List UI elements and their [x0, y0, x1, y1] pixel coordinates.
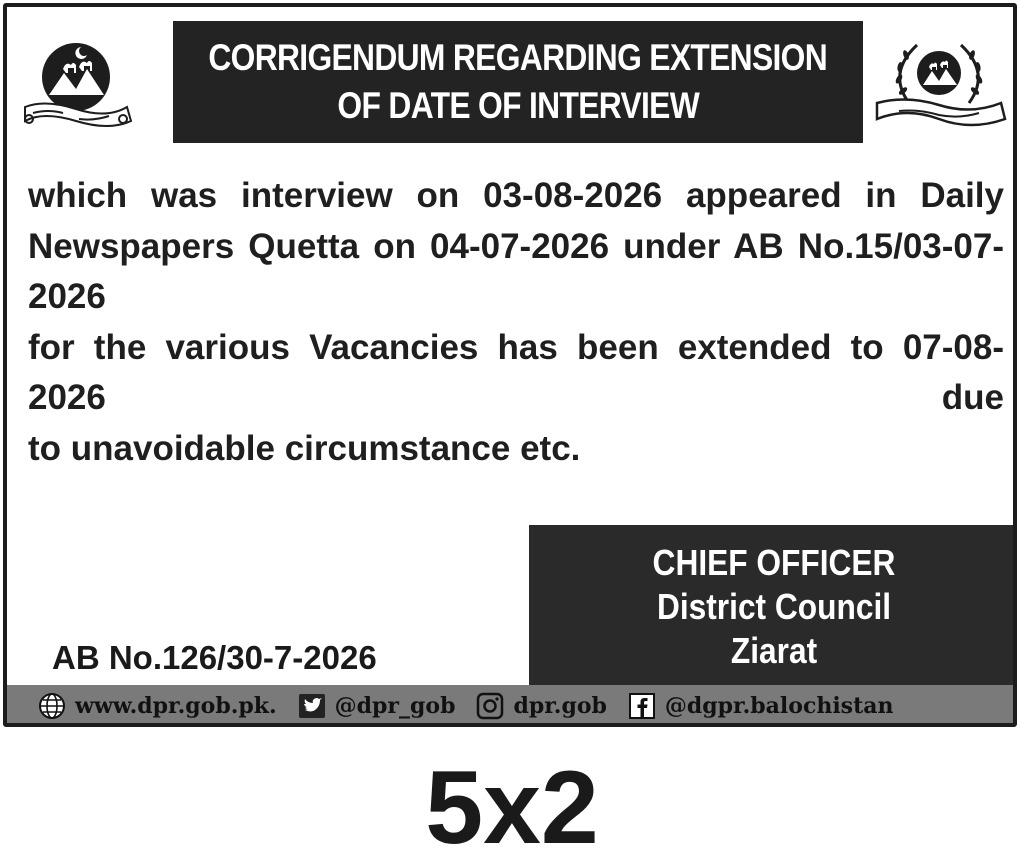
advertisement-frame: [3, 3, 1017, 727]
footer-instagram[interactable]: [473, 691, 606, 721]
twitter-icon: [295, 691, 329, 721]
ad-size-label: 5x2: [425, 750, 599, 866]
signature-designation: CHIEF OFFICER: [652, 542, 896, 583]
dgpr-balochistan-emblem-icon: [869, 33, 1009, 133]
signature-block: [529, 525, 1017, 689]
signature-office: District Council: [656, 586, 892, 627]
footer-bar: [7, 685, 1013, 727]
footer-facebook[interactable]: [625, 691, 894, 721]
body-line-3: for the various Vacancies has been extended to 07-08-2026 due: [28, 327, 1004, 417]
body-line-4: to unavoidable circumstance etc.: [28, 428, 581, 468]
footer-twitter[interactable]: [295, 691, 456, 721]
facebook-handle[interactable]: @dgpr.balochistan: [664, 693, 894, 719]
website-link[interactable]: www.dpr.gob.pk.: [75, 693, 277, 719]
notice-body: [28, 171, 1004, 474]
body-line-2: Newspapers Quetta on 04-07-2026 under AB No.15/03-07-2026: [28, 226, 1004, 316]
globe-icon: [35, 691, 69, 721]
notice-title: [173, 21, 863, 143]
ab-number: AB No.126/30-7-2026: [52, 639, 377, 676]
twitter-handle[interactable]: @dpr_gob: [334, 693, 456, 719]
footer-website[interactable]: [35, 691, 277, 721]
signature-location: Ziarat: [730, 630, 818, 671]
government-of-balochistan-emblem-icon: [19, 29, 134, 134]
title-line-2: OF DATE OF INTERVIEW: [337, 85, 699, 126]
title-line-1: CORRIGENDUM REGARDING EXTENSION: [208, 37, 828, 78]
instagram-handle[interactable]: dpr.gob: [513, 693, 607, 719]
instagram-icon: [473, 691, 507, 721]
facebook-icon: [625, 691, 659, 721]
body-line-1: which was interview on 03-08-2026 appeared in Daily: [28, 176, 1004, 215]
